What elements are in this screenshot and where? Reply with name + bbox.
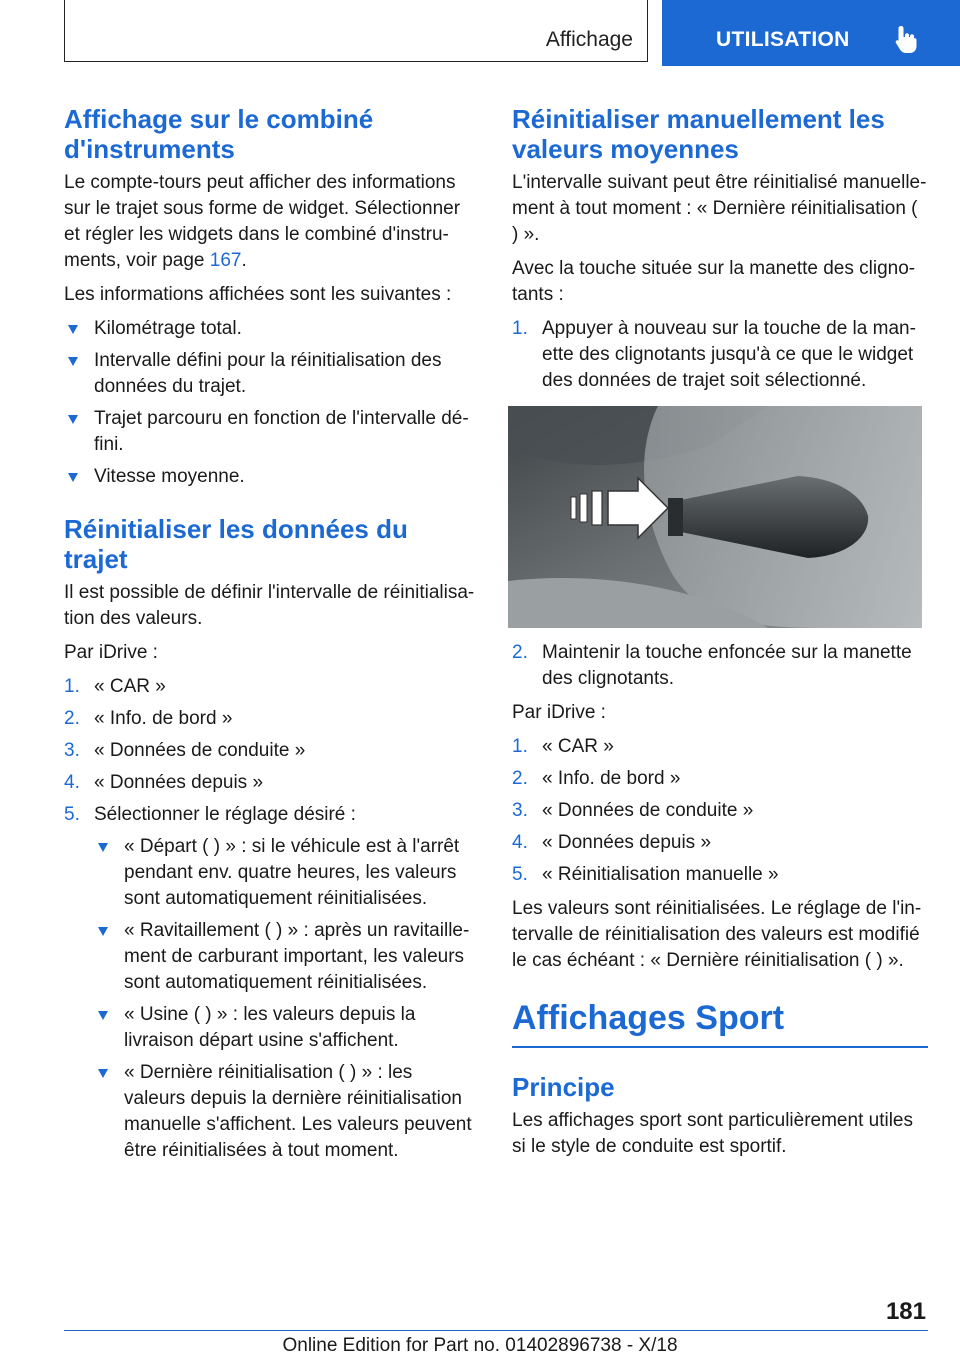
sub-list-item: « Ravitaillement ( ) » : après un ravitaillement de carburant important, les valeurs sont automatiquement réinitialisées. bbox=[94, 918, 476, 996]
step-item: 3. « Données de conduite » bbox=[512, 800, 754, 821]
paragraph-turn-signal-button: Avec la touche située sur la manette des clignotants : bbox=[512, 258, 916, 305]
list-item: Kilométrage total. bbox=[64, 316, 476, 342]
bullet-triangle-icon bbox=[98, 927, 108, 936]
page-number: 181 bbox=[885, 1298, 926, 1325]
sub-list-item: « Usine ( ) » : les valeurs depuis la livraison départ usine s'affichent. bbox=[94, 1002, 476, 1054]
turn-signal-steps-1 bbox=[512, 316, 928, 394]
bullet-triangle-icon bbox=[68, 357, 78, 366]
heading-combined-instruments: Affichage sur le combiné d'instruments bbox=[64, 104, 374, 164]
heading-manual-reset: Réinitialiser manuellement les valeurs moyennes bbox=[512, 104, 885, 164]
step-item: 1. « CAR » bbox=[512, 736, 614, 757]
turn-signal-stalk-illustration bbox=[508, 406, 922, 628]
heading-sport-displays: Affichages Sport bbox=[512, 998, 928, 1048]
idrive-steps-right bbox=[512, 734, 928, 888]
paragraph-principle: Les affichages sport sont particulièrement utiles si le style de conduite est sportif. bbox=[512, 1110, 913, 1157]
step-item: 3. « Données de conduite » bbox=[64, 740, 306, 761]
step-item: 4. « Données depuis » bbox=[64, 772, 264, 793]
step-item: 5. Sélectionner le réglage désiré : « Départ ( ) » : si le véhicule est à l'arrêt pendant env. quatre heures, les valeurs sont automatiquement réinitialisées. « Ravitaillement ( ) » : après un ravitaillement de carburant important, les valeurs sont automatiquement réinitialisées. « Usine ( ) » : les valeurs depuis la livraison départ usine s'affichent. « Dernière réinitialisation ( ) » : les valeurs depuis la dernière réinitialisation manuelle s'affichent. Les valeurs peuvent être réinitialisées à tout moment. bbox=[64, 802, 476, 1164]
heading-principle: Principe bbox=[512, 1072, 615, 1102]
step-item: 2. « Info. de bord » bbox=[64, 708, 233, 729]
turn-signal-steps-2 bbox=[512, 640, 928, 692]
paragraph-manual-reset: L'intervalle suivant peut être réinitialisé manuellement à tout moment : « Dernière réinitialisation ( ) ». bbox=[512, 172, 927, 245]
section-title: Affichage bbox=[545, 28, 633, 51]
list-item: Vitesse moyenne. bbox=[64, 464, 476, 490]
edition-footer: Online Edition for Part no. 01402896738 - X/18 bbox=[282, 1335, 678, 1356]
heading-reset-trip-data: Réinitialiser les données du trajet bbox=[64, 514, 408, 574]
step-item: 2. Maintenir la touche enfoncée sur la manette des clignotants. bbox=[512, 642, 912, 689]
idrive-steps bbox=[64, 674, 476, 1164]
sub-list-item: « Dernière réinitialisation ( ) » : les valeurs depuis la dernière réinitialisation manuelle s'affichent. Les valeurs peuvent être réinitialisées à tout moment. bbox=[94, 1060, 476, 1164]
paragraph-information-intro: Les informations affichées sont les suivantes : bbox=[64, 284, 452, 305]
section-tab bbox=[64, 0, 648, 62]
bullet-triangle-icon bbox=[68, 473, 78, 482]
paragraph-reset-intro: Il est possible de définir l'intervalle de réinitialisation des valeurs. bbox=[64, 582, 475, 629]
footer-divider bbox=[64, 1330, 928, 1331]
step-item: 1. Appuyer à nouveau sur la touche de la manette des clignotants jusqu'à ce que le widget des données de trajet soit sélectionné. bbox=[512, 318, 916, 391]
step-item: 1. « CAR » bbox=[64, 676, 166, 697]
step-item: 5. « Réinitialisation manuelle » bbox=[512, 864, 779, 885]
right-column bbox=[512, 104, 928, 1168]
left-column bbox=[64, 104, 476, 1172]
page-link-167[interactable]: 167 bbox=[209, 250, 242, 271]
paragraph-idrive: Par iDrive : bbox=[512, 702, 606, 723]
paragraph-idrive: Par iDrive : bbox=[64, 642, 158, 663]
chapter-tab bbox=[662, 0, 960, 66]
bullet-triangle-icon bbox=[98, 1011, 108, 1020]
paragraph-combined-instruments: Le compte-tours peut afficher des informations sur le trajet sous forme de widget. Sélectionner et régler les widgets dans le combiné d'instruments, voir page 167. bbox=[64, 172, 461, 271]
setting-options-list bbox=[94, 834, 476, 1164]
paragraph-reset-result: Les valeurs sont réinitialisées. Le réglage de l'intervalle de réinitialisation des valeurs est modifié le cas échéant : « Dernière réinitialisation ( ) ». bbox=[512, 898, 922, 971]
hand-pointer-icon bbox=[894, 24, 920, 54]
step-item: 4. « Données depuis » bbox=[512, 832, 712, 853]
bullet-triangle-icon bbox=[68, 325, 78, 334]
bullet-triangle-icon bbox=[68, 415, 78, 424]
stalk-button-image bbox=[508, 406, 922, 628]
step-item: 2. « Info. de bord » bbox=[512, 768, 681, 789]
list-item: Trajet parcouru en fonction de l'intervalle défini. bbox=[64, 406, 476, 458]
information-list bbox=[64, 316, 476, 490]
page-header bbox=[0, 0, 960, 66]
bullet-triangle-icon bbox=[98, 843, 108, 852]
list-item: Intervalle défini pour la réinitialisation des données du trajet. bbox=[64, 348, 476, 400]
chapter-title: UTILISATION bbox=[716, 28, 850, 51]
bullet-triangle-icon bbox=[98, 1069, 108, 1078]
sub-list-item: « Départ ( ) » : si le véhicule est à l'arrêt pendant env. quatre heures, les valeurs sont automatiquement réinitialisées. bbox=[94, 834, 476, 912]
